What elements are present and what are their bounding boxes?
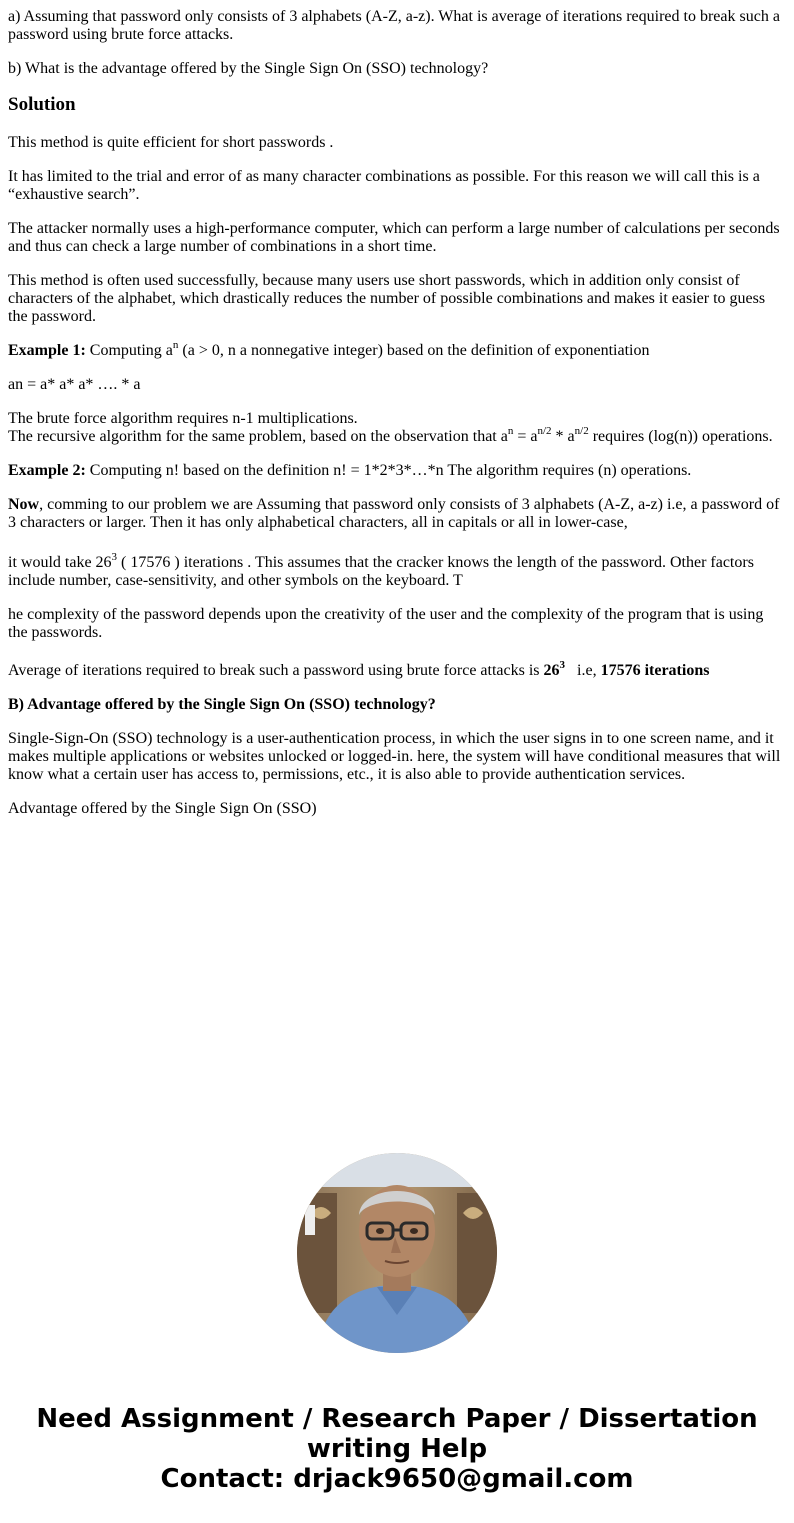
footer-line-2: writing Help [306, 1434, 488, 1464]
average-base: 26 [543, 662, 560, 679]
take-sup: 3 [111, 550, 118, 563]
example-1-label: Example 1: [8, 342, 86, 359]
solution-paragraph-2: It has limited to the trial and error of as many character combinations as possible. For this reason we will call this is a “exhaustive search”. [8, 168, 760, 203]
average-paragraph [8, 658, 786, 680]
document-body [8, 8, 786, 834]
algorithm-notes [8, 410, 786, 446]
footer-line-1: Need Assignment / Research Paper / Dissertation [36, 1404, 758, 1434]
recursive-s2: n/2 [537, 424, 552, 437]
example-2-text: Computing n! based on the definition n! = 1*2*3*…*n The algorithm requires (n) operations. [85, 462, 692, 479]
now-label: Now [8, 496, 40, 513]
sso-heading [8, 696, 786, 714]
now-text: , comming to our problem we are Assuming that password only consists of 3 alphabets (A-Z, a-z) i.e, a password of 3 characters or larger. Then it has only alphabetical characters, all in capitals or all in lower-case, [8, 496, 780, 531]
take-t2: ( 17576 ) iterations . This assumes that the cracker knows the length of the password. Other factors include number, case-sensitivity, and other symbols on the keyboard. T [8, 554, 754, 589]
solution-paragraph-4: This method is often used successfully, because many users use short passwords, which in addition only consist of characters of the alphabet, which drastically reduces the number of possible combinations and makes it easier to guess the password. [8, 272, 766, 325]
recursive-t3: * a [551, 428, 575, 445]
recursive-t2: = a [513, 428, 538, 445]
example-2 [8, 462, 786, 480]
person-portrait-icon [297, 1153, 497, 1353]
solution-paragraph-1: This method is quite efficient for short passwords . [8, 134, 334, 151]
now-paragraph [8, 496, 786, 532]
average-t1: Average of iterations required to break such a password using brute force attacks is [8, 662, 544, 679]
sso-paragraph: Single-Sign-On (SSO) technology is a user-authentication process, in which the user signs in to one screen name, and it makes multiple applications or websites unlocked or logged-in. here, the system will have conditional measures that will know what a certain user has access to, permissions, etc., it is also able to provide authentication services. [8, 730, 781, 783]
example-1 [8, 338, 786, 360]
author-avatar [297, 1153, 497, 1353]
example-1-text-a: Computing a [85, 342, 173, 359]
recursive-t1: The recursive algorithm for the same problem, based on the observation that a [8, 428, 508, 445]
example-2-label: Example 2: [8, 462, 86, 479]
take-t1: it would take 26 [8, 554, 112, 571]
solution-paragraph-3: The attacker normally uses a high-performance computer, which can perform a large number of calculations per seconds and thus can check a large number of combinations in a short time. [8, 220, 780, 255]
solution-heading: Solution [8, 94, 76, 115]
average-result: 17576 iterations [600, 662, 710, 679]
complexity-paragraph: he complexity of the password depends upon the creativity of the user and the complexity of the program that is using the passwords. [8, 606, 764, 641]
question-a: a) Assuming that password only consists of 3 alphabets (A-Z, a-z). What is average of iterations required to break such a password using brute force attacks. [8, 8, 780, 43]
brute-force-line: The brute force algorithm requires n-1 multiplications. [8, 410, 358, 427]
average-sup: 3 [559, 658, 566, 671]
formula-line: an = a* a* a* …. * a [8, 376, 141, 393]
example-1-sup: n [172, 338, 179, 351]
recursive-s3: n/2 [574, 424, 589, 437]
sso-heading-text: B) Advantage offered by the Single Sign On (SSO) technology? [8, 696, 436, 713]
question-b: b) What is the advantage offered by the Single Sign On (SSO) technology? [8, 60, 489, 77]
example-1-text-b: (a > 0, n a nonnegative integer) based on the definition of exponentiation [178, 342, 650, 359]
recursive-s1: n [507, 424, 514, 437]
promo-footer [0, 1404, 794, 1494]
footer-contact: Contact: drjack9650@gmail.com [160, 1464, 634, 1494]
recursive-t4: requires (log(n)) operations. [588, 428, 773, 445]
average-t2: i.e, [565, 662, 601, 679]
sso-last-line: Advantage offered by the Single Sign On (SSO) [8, 800, 317, 817]
iterations-paragraph [8, 550, 786, 590]
